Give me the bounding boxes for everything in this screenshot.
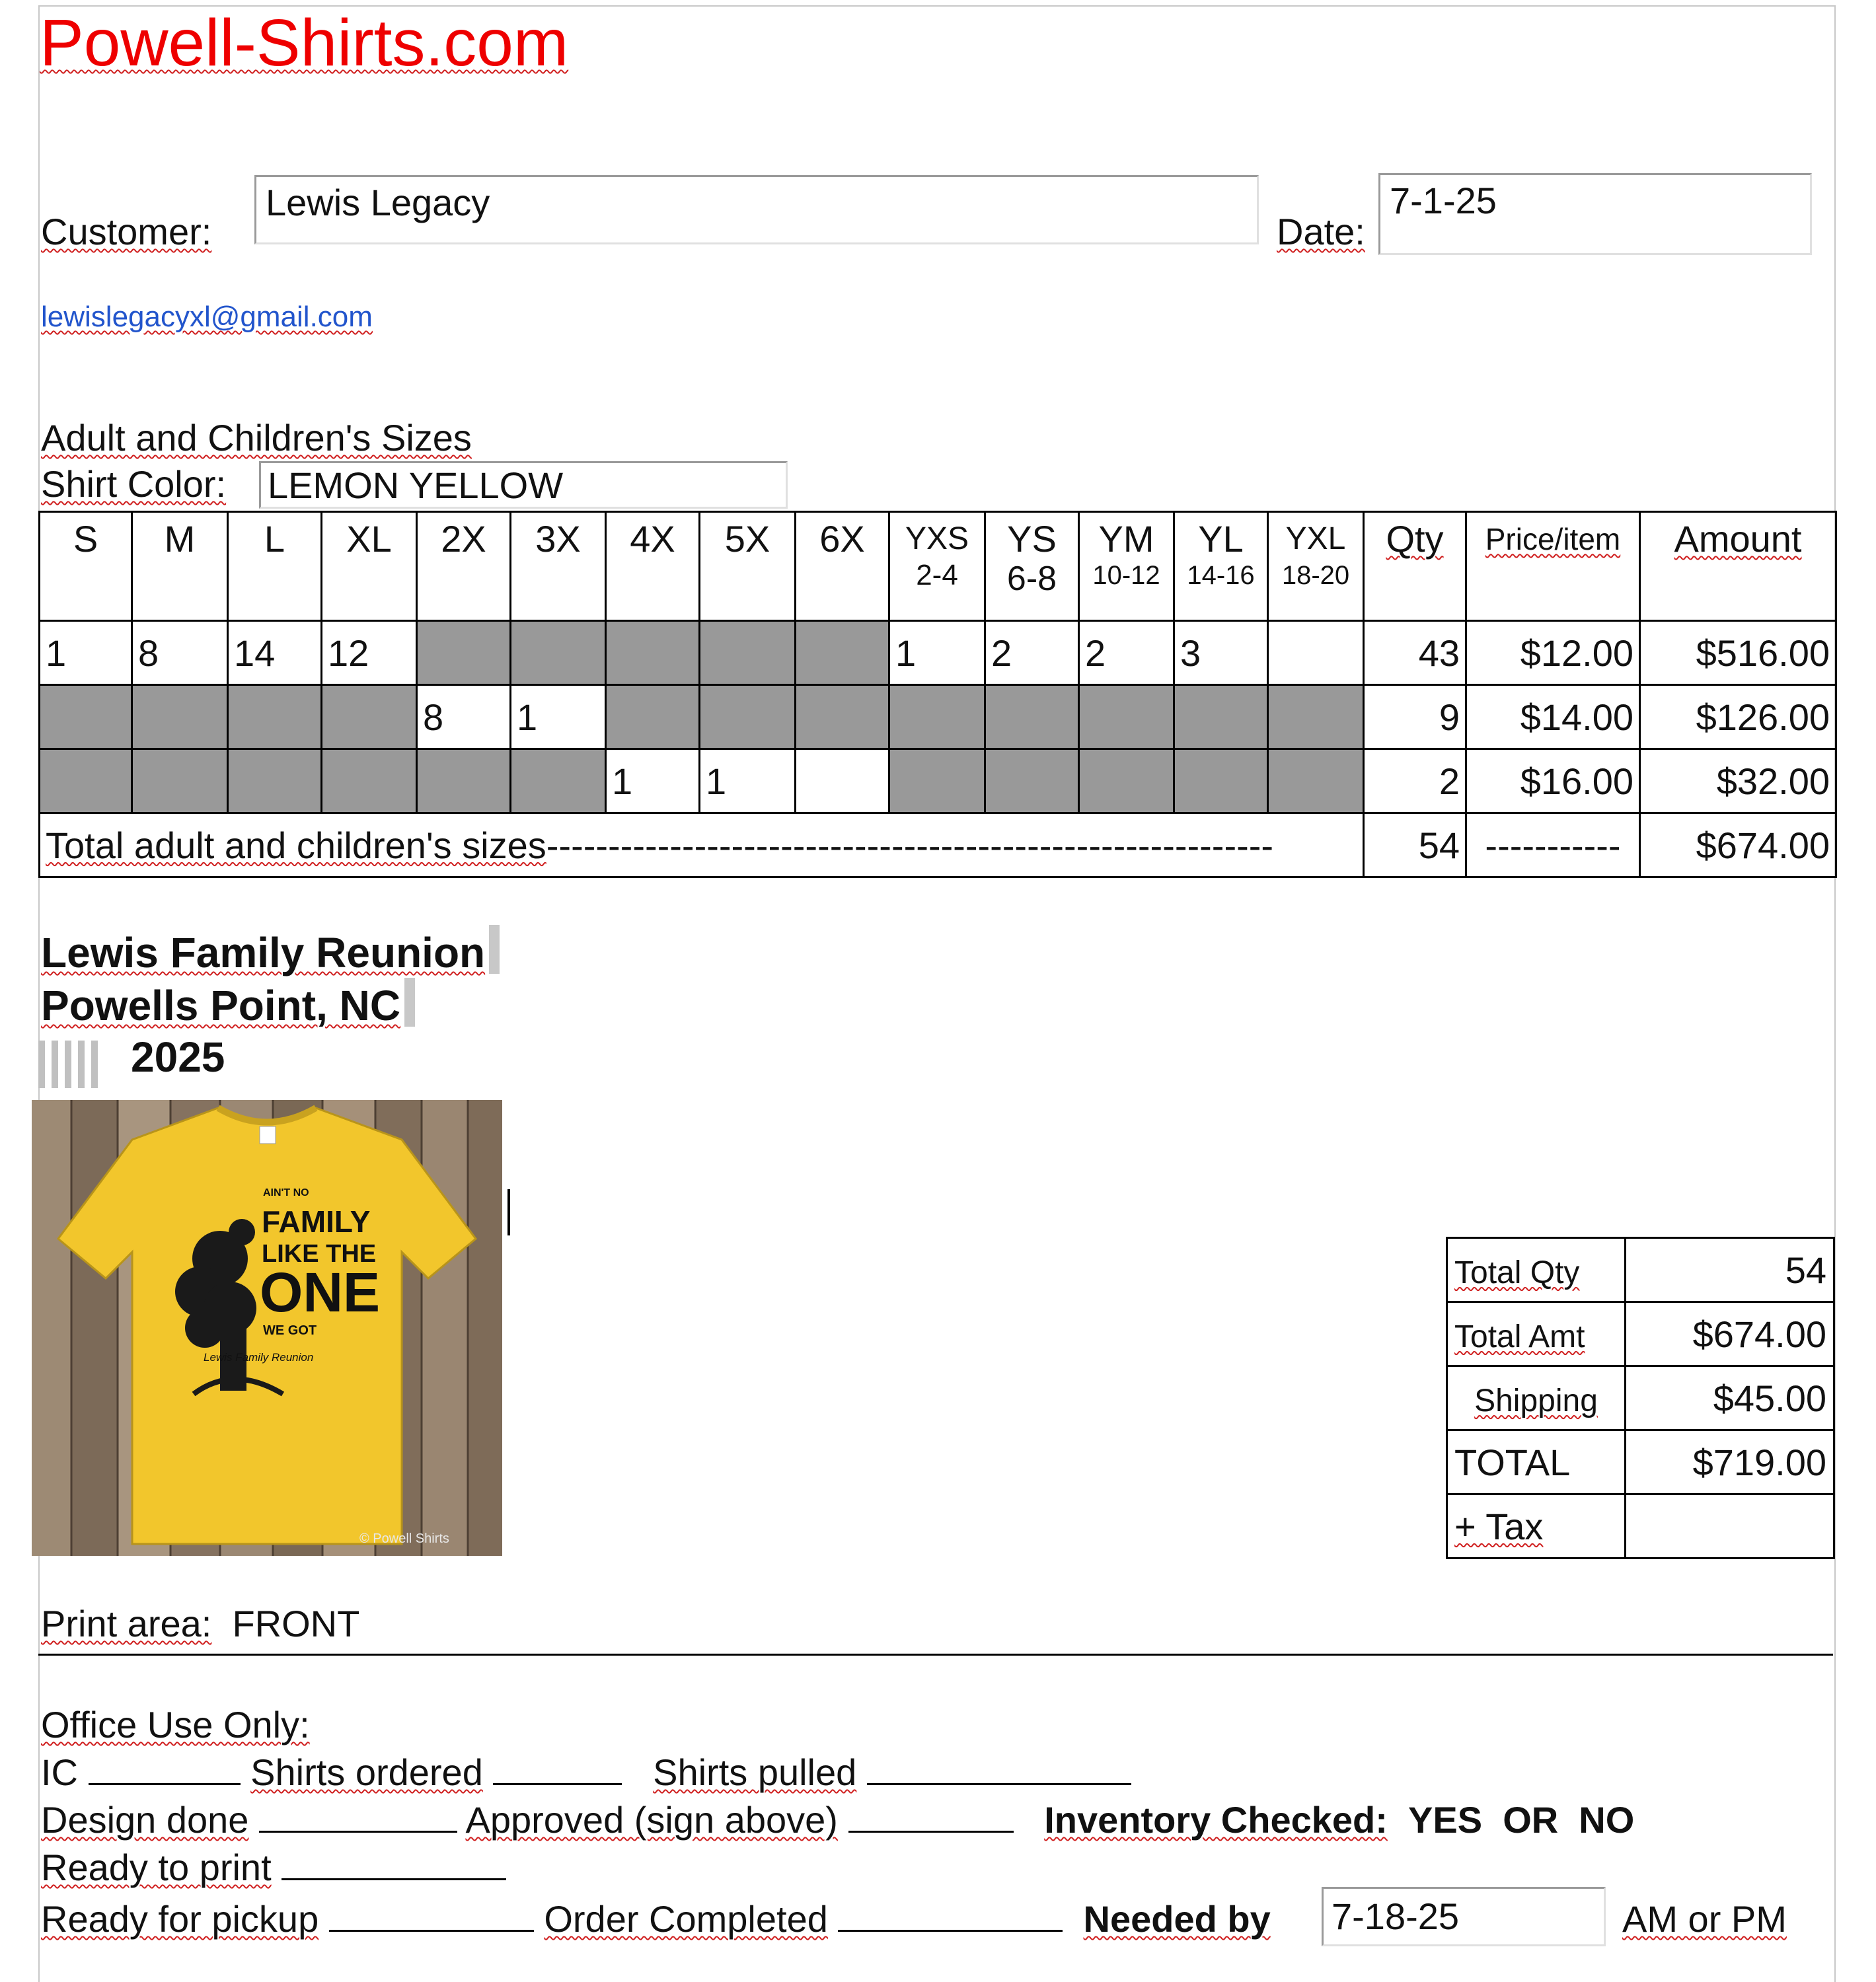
totals-label: Total Amt — [1447, 1302, 1626, 1366]
design-line-1: AIN'T NO — [263, 1187, 309, 1198]
cell-disabled — [511, 621, 606, 685]
size-total-row — [40, 813, 1836, 877]
totals-label: TOTAL — [1447, 1430, 1626, 1494]
date-label: Date: — [1277, 211, 1365, 252]
shirts-ordered-label: Shirts ordered — [250, 1751, 483, 1793]
inventory-label: Inventory Checked: — [1044, 1799, 1388, 1841]
header-2x: 2X — [417, 512, 511, 621]
ready-to-print-label: Ready to print — [41, 1847, 272, 1888]
shirts-pulled-line[interactable] — [867, 1757, 1131, 1785]
cell[interactable] — [796, 749, 889, 813]
office-row-4 — [41, 1897, 1271, 1940]
totals-label: Total Qty — [1447, 1238, 1626, 1302]
header-5x: 5X — [700, 512, 796, 621]
cell[interactable] — [1268, 621, 1364, 685]
shirts-pulled-label: Shirts pulled — [653, 1751, 857, 1793]
shirt-color-label: Shirt Color: — [41, 463, 227, 505]
totals-value: $45.00 — [1626, 1366, 1834, 1430]
row-amount: $516.00 — [1640, 621, 1836, 685]
total-label: Total adult and children's sizes — [46, 824, 546, 866]
date-field[interactable]: 7-1-25 — [1378, 173, 1812, 255]
totals-row — [1447, 1366, 1834, 1430]
header-price: Price/item — [1466, 512, 1640, 621]
totals-row — [1447, 1302, 1834, 1366]
cell-disabled — [1079, 749, 1174, 813]
design-line-3: LIKE THE — [262, 1240, 377, 1268]
print-area-value: FRONT — [232, 1603, 360, 1644]
total-label-cell — [40, 813, 1364, 877]
header-3x: 3X — [511, 512, 606, 621]
total-amount: $674.00 — [1640, 813, 1836, 877]
cell[interactable]: 12 — [322, 621, 417, 685]
row-price: $16.00 — [1466, 749, 1640, 813]
shirt-mockup-image — [32, 1100, 502, 1556]
order-completed-label: Order Completed — [544, 1898, 828, 1940]
row-qty: 9 — [1364, 685, 1466, 749]
cell[interactable]: 1 — [889, 621, 985, 685]
totals-label: + Tax — [1447, 1494, 1626, 1559]
am-pm-label: AM or PM — [1622, 1898, 1787, 1940]
size-row-4x-6x — [40, 749, 1836, 813]
design-line-5: WE GOT — [263, 1323, 317, 1338]
sizes-title: Adult and Children's Sizes — [41, 417, 472, 459]
header-4x: 4X — [606, 512, 700, 621]
ready-for-pickup-label: Ready for pickup — [41, 1898, 319, 1940]
header-ys: YS 6-8 — [985, 512, 1079, 621]
event-line-3: 2025 — [131, 1033, 225, 1081]
cell-disabled — [228, 749, 322, 813]
header-ym: YM 10-12 — [1079, 512, 1174, 621]
total-qty: 54 — [1364, 813, 1466, 877]
mockup-watermark: © Powell Shirts — [359, 1531, 449, 1546]
design-line-6: Lewis Family Reunion — [204, 1351, 314, 1364]
cell-disabled — [1079, 685, 1174, 749]
header-yxl: YXL 18-20 — [1268, 512, 1364, 621]
header-6x: 6X — [796, 512, 889, 621]
site-title: Powell-Shirts.com — [40, 6, 569, 80]
inventory-options[interactable]: YES OR NO — [1408, 1799, 1635, 1841]
totals-row — [1447, 1430, 1834, 1494]
cell-disabled — [700, 685, 796, 749]
cell-disabled — [606, 621, 700, 685]
header-m: M — [132, 512, 228, 621]
ready-to-print-line[interactable] — [281, 1852, 506, 1880]
size-header-row — [40, 512, 1836, 621]
cell-disabled — [417, 621, 511, 685]
cell-disabled — [606, 685, 700, 749]
cell-disabled — [1174, 685, 1268, 749]
cell-disabled — [511, 749, 606, 813]
size-row-standard — [40, 621, 1836, 685]
office-row-3 — [41, 1846, 506, 1889]
ic-label: IC — [41, 1751, 78, 1793]
customer-label: Customer: — [41, 211, 212, 252]
design-line-2: FAMILY — [262, 1204, 371, 1239]
cell-disabled — [796, 621, 889, 685]
header-s: S — [40, 512, 132, 621]
totals-row — [1447, 1494, 1834, 1559]
header-qty: Qty — [1364, 512, 1466, 621]
tab-marks — [38, 1041, 104, 1091]
cell-disabled — [796, 685, 889, 749]
cell-disabled — [40, 749, 132, 813]
total-dashes: ----------------------------------------------------------- — [546, 824, 1274, 866]
size-row-2x-3x — [40, 685, 1836, 749]
shirt-color-field[interactable]: LEMON YELLOW — [259, 461, 788, 509]
totals-value: $674.00 — [1626, 1302, 1834, 1366]
approved-line[interactable] — [848, 1804, 1014, 1833]
cell[interactable]: 8 — [132, 621, 228, 685]
cell[interactable]: 2 — [985, 621, 1079, 685]
shirts-ordered-line[interactable] — [493, 1757, 622, 1785]
order-completed-line[interactable] — [838, 1903, 1063, 1932]
cell-disabled — [322, 749, 417, 813]
design-done-line[interactable] — [259, 1804, 457, 1833]
text-cursor — [507, 1189, 510, 1235]
row-amount: $32.00 — [1640, 749, 1836, 813]
cell-disabled — [1268, 749, 1364, 813]
row-price: $14.00 — [1466, 685, 1640, 749]
cell-disabled — [228, 685, 322, 749]
cell[interactable]: 1 — [606, 749, 700, 813]
row-qty: 43 — [1364, 621, 1466, 685]
divider — [38, 1654, 1833, 1656]
ic-line[interactable] — [89, 1757, 241, 1785]
print-area-label: Print area: — [41, 1603, 212, 1644]
office-title: Office Use Only: — [41, 1704, 310, 1745]
cell-disabled — [985, 749, 1079, 813]
row-price: $12.00 — [1466, 621, 1640, 685]
event-line-1: Lewis Family Reunion — [41, 925, 500, 977]
office-row-2 — [41, 1798, 1634, 1841]
row-amount: $126.00 — [1640, 685, 1836, 749]
needed-by-label: Needed by — [1083, 1898, 1271, 1940]
cell[interactable]: 1 — [700, 749, 796, 813]
cell-disabled — [417, 749, 511, 813]
totals-value[interactable] — [1626, 1494, 1834, 1559]
needed-by-field[interactable]: 7-18-25 — [1322, 1887, 1606, 1946]
event-line-2: Powells Point, NC — [41, 978, 415, 1030]
approved-label: Approved (sign above) — [465, 1799, 838, 1841]
cell-disabled — [1174, 749, 1268, 813]
cell-disabled — [700, 621, 796, 685]
totals-row — [1447, 1238, 1834, 1302]
cell-disabled — [132, 685, 228, 749]
size-order-table — [38, 511, 1837, 878]
cell-disabled — [132, 749, 228, 813]
cell[interactable]: 1 — [40, 621, 132, 685]
print-area — [41, 1602, 359, 1645]
ready-for-pickup-line[interactable] — [329, 1903, 534, 1932]
cell[interactable]: 3 — [1174, 621, 1268, 685]
totals-label: Shipping — [1447, 1366, 1626, 1430]
cell[interactable]: 8 — [417, 685, 511, 749]
office-row-1 — [41, 1751, 1131, 1794]
cell-disabled — [889, 749, 985, 813]
header-amount: Amount — [1640, 512, 1836, 621]
cell-disabled — [1268, 685, 1364, 749]
cell[interactable]: 14 — [228, 621, 322, 685]
total-price: ----------- — [1466, 813, 1640, 877]
header-l: L — [228, 512, 322, 621]
totals-value: 54 — [1626, 1238, 1834, 1302]
cell-disabled — [889, 685, 985, 749]
totals-value: $719.00 — [1626, 1430, 1834, 1494]
customer-email-link[interactable]: lewislegacyxl@gmail.com — [41, 301, 373, 333]
row-qty: 2 — [1364, 749, 1466, 813]
design-line-4: ONE — [260, 1261, 381, 1323]
cell-disabled — [40, 685, 132, 749]
header-yl: YL 14-16 — [1174, 512, 1268, 621]
header-xl: XL — [322, 512, 417, 621]
cell-disabled — [985, 685, 1079, 749]
header-yxs: YXS 2-4 — [889, 512, 985, 621]
totals-table — [1446, 1237, 1835, 1559]
customer-name-field[interactable]: Lewis Legacy — [254, 175, 1259, 244]
cell-disabled — [322, 685, 417, 749]
cell[interactable]: 2 — [1079, 621, 1174, 685]
cell[interactable]: 1 — [511, 685, 606, 749]
design-done-label: Design done — [41, 1799, 249, 1841]
